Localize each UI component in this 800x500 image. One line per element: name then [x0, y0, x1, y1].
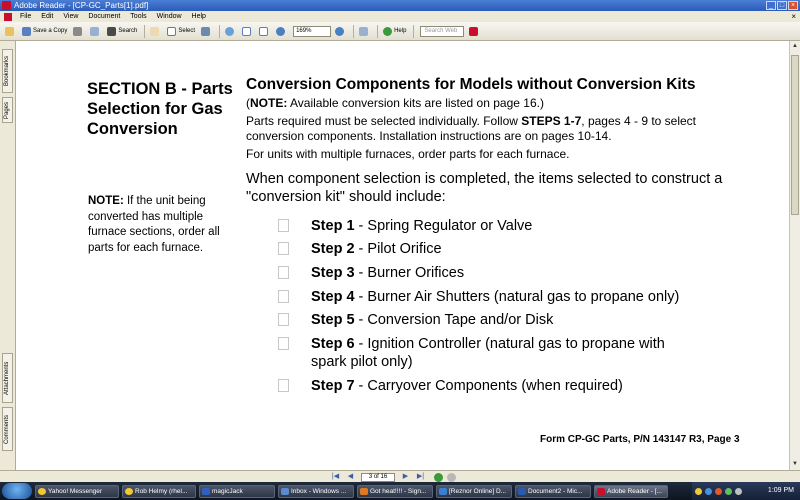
toolbar-separator: [219, 25, 220, 38]
step-label: Step 3: [311, 265, 355, 281]
menu-tools[interactable]: Tools: [130, 13, 147, 20]
instructions-paragraph: [246, 114, 746, 143]
help-icon: [383, 27, 392, 36]
step-text: - Spring Regulator or Valve: [354, 218, 533, 234]
step-label: Step 1: [311, 218, 355, 234]
zoom-out-icon: [276, 27, 285, 36]
tab-bookmarks[interactable]: Bookmarks: [2, 49, 13, 93]
step-text: - Conversion Tape and/or Disk: [354, 312, 554, 328]
side-note: [88, 194, 228, 256]
yahoo-icon: [469, 27, 478, 36]
taskbar-item-label: Yahoo! Messenger: [48, 487, 103, 495]
word-icon: [518, 488, 526, 495]
navigation-panel: [0, 41, 16, 470]
folder-icon: [5, 27, 14, 36]
windows-taskbar: [0, 482, 800, 500]
step-checkbox[interactable]: [278, 266, 289, 279]
email-button[interactable]: [88, 24, 103, 39]
fit-page-button[interactable]: [240, 24, 255, 39]
start-button[interactable]: [2, 483, 32, 499]
step-label: Step 4: [311, 289, 355, 305]
update-tray-icon[interactable]: [725, 488, 732, 495]
fit-page-icon: [242, 27, 251, 36]
system-tray: [692, 482, 800, 500]
previous-page-icon[interactable]: ◀: [347, 473, 354, 480]
taskbar-item-document2[interactable]: [515, 485, 591, 498]
rotate-button[interactable]: [357, 24, 372, 39]
step-text: - Pilot Orifice: [354, 241, 442, 257]
taskbar-item-label: Rob Helmy (rhel...: [135, 487, 188, 495]
toolbar-separator: [377, 25, 378, 38]
taskbar-item-reznor-online[interactable]: [436, 485, 512, 498]
save-copy-label: Save a Copy: [33, 28, 68, 34]
menu-window[interactable]: Window: [156, 13, 182, 20]
scrollbar-thumb[interactable]: [791, 55, 799, 215]
toolbar-separator: [353, 25, 354, 38]
phone-icon: [202, 488, 210, 495]
clock[interactable]: 1:09 PM: [767, 487, 794, 494]
tab-comments[interactable]: Comments: [2, 407, 13, 451]
browser-icon: [439, 488, 447, 495]
document-icon[interactable]: [4, 13, 12, 21]
side-note-label: NOTE:: [88, 195, 124, 207]
security-tray-icon[interactable]: [715, 488, 722, 495]
menu-view[interactable]: View: [63, 13, 79, 20]
search-button[interactable]: [105, 24, 139, 39]
step-text: - Burner Air Shutters (natural gas to propane only): [354, 289, 680, 305]
zoom-tool-button[interactable]: [223, 24, 238, 39]
step-checkbox[interactable]: [278, 337, 289, 350]
save-copy-button[interactable]: [20, 24, 69, 39]
smiley-icon: [38, 488, 46, 495]
step-checkbox[interactable]: [278, 313, 289, 326]
step-label: Step 6: [311, 336, 355, 352]
toolbar-separator: [413, 25, 414, 38]
menu-document[interactable]: Document: [88, 13, 121, 20]
step-checkbox[interactable]: [278, 242, 289, 255]
kits-note-text: Available conversion kits are listed on page 16.): [287, 96, 544, 110]
instructions-text-b: , pages 4 - 9 to select conversion components. Installation instructions are on pages 10-14.: [246, 114, 697, 143]
taskbar-item-label: magicJack: [212, 487, 243, 495]
step-text: - Burner Orifices: [354, 265, 465, 281]
rotate-icon: [359, 27, 368, 36]
tab-attachments[interactable]: Attachments: [2, 353, 13, 403]
go-forward-icon[interactable]: [447, 473, 456, 482]
side-note-text: If the unit being converted has multiple furnace sections, order all parts for each furnace.: [88, 195, 220, 254]
step-checkbox[interactable]: [278, 290, 289, 303]
maximize-button[interactable]: □: [777, 1, 787, 10]
step-label: Step 2: [311, 241, 355, 257]
instructions-text-a: Parts required must be selected individually. Follow: [246, 114, 522, 128]
step-label: Step 7: [311, 378, 355, 394]
kits-note-label: NOTE:: [250, 96, 288, 110]
hand-tool-button[interactable]: [148, 24, 163, 39]
email-icon: [90, 27, 99, 36]
tab-pages[interactable]: Pages: [2, 97, 13, 123]
text-cursor-icon: [167, 27, 176, 36]
page-heading: Conversion Components for Models without Conversion Kits: [246, 76, 696, 93]
window-controls: [766, 1, 798, 10]
scroll-down-arrow-icon[interactable]: ▼: [792, 461, 798, 467]
instructions-steps-ref: STEPS 1-7: [521, 114, 582, 128]
vertical-scrollbar[interactable]: [789, 41, 800, 470]
multiple-furnaces-paragraph: For units with multiple furnaces, order parts for each furnace.: [246, 147, 570, 161]
kits-note-open: (: [246, 96, 250, 110]
help-label: Help: [394, 28, 407, 34]
minimize-button[interactable]: _: [766, 1, 776, 10]
toolbar: [0, 22, 800, 41]
search-label: Search: [118, 28, 138, 34]
yahoo-button[interactable]: [467, 24, 482, 39]
browser-icon: [360, 488, 368, 495]
go-back-icon[interactable]: [434, 473, 443, 482]
binoculars-icon: [107, 27, 116, 36]
next-page-icon[interactable]: ▶: [402, 473, 409, 480]
step-checkbox[interactable]: [278, 219, 289, 232]
intro-paragraph: When component selection is completed, the items selected to construct a "conversion kit" should include:: [246, 171, 723, 205]
hand-icon: [150, 27, 159, 36]
volume-tray-icon[interactable]: [735, 488, 742, 495]
fit-width-icon: [259, 27, 268, 36]
taskbar-item-adobe-reader[interactable]: [594, 485, 668, 498]
page-footer: Form CP-GC Parts, P/N 143147 R3, Page 3: [540, 434, 740, 445]
menu-bar: [0, 11, 800, 22]
title-bar: [0, 0, 800, 11]
step-checkbox[interactable]: [278, 379, 289, 392]
taskbar-item-label: Inbox - Windows ...: [291, 487, 347, 495]
adobe-app-icon: [2, 1, 11, 10]
camera-icon: [201, 27, 210, 36]
print-button[interactable]: [71, 24, 86, 39]
document-page[interactable]: [16, 41, 789, 470]
select-tool-button[interactable]: [165, 24, 197, 39]
close-button[interactable]: ×: [788, 1, 798, 10]
step-text: - Ignition Controller (natural gas to propane with spark pilot only): [311, 336, 665, 370]
taskbar-item-got-heat[interactable]: [357, 485, 433, 498]
taskbar-item-magicjack[interactable]: [199, 485, 275, 498]
page-number-input[interactable]: 3 of 16: [361, 473, 395, 482]
taskbar-item-label: Document2 - Mic...: [528, 487, 583, 495]
section-title: SECTION B - Parts Selection for Gas Conversion: [87, 80, 233, 138]
last-page-icon[interactable]: ▶|: [416, 473, 425, 480]
menu-file[interactable]: File: [20, 13, 32, 20]
first-page-icon[interactable]: |◀: [331, 473, 340, 480]
zoom-in-icon: [335, 27, 344, 36]
messenger-icon: [125, 488, 133, 495]
taskbar-item-rob-helmy[interactable]: [122, 485, 196, 498]
zoom-level-input[interactable]: 169%: [293, 26, 331, 37]
window-title: Adobe Reader - [CP-GC_Parts[1].pdf]: [14, 1, 149, 10]
messenger-tray-icon[interactable]: [695, 488, 702, 495]
zoom-in-button[interactable]: [333, 24, 348, 39]
document-close-icon[interactable]: ×: [791, 12, 796, 21]
menu-help[interactable]: Help: [191, 13, 206, 20]
mail-icon: [281, 488, 289, 495]
taskbar-item-yahoo-messenger[interactable]: [35, 485, 119, 498]
open-button[interactable]: [3, 24, 18, 39]
scroll-up-arrow-icon[interactable]: ▲: [792, 43, 798, 49]
step-label: Step 5: [311, 312, 355, 328]
snapshot-button[interactable]: [199, 24, 214, 39]
help-button[interactable]: [381, 24, 408, 39]
printer-icon: [73, 27, 82, 36]
menu-edit[interactable]: Edit: [41, 13, 54, 20]
select-label: Select: [178, 28, 196, 34]
magnifier-icon: [225, 27, 234, 36]
fit-width-button[interactable]: [257, 24, 272, 39]
taskbar-item-label: Adobe Reader - [...: [607, 487, 662, 495]
status-bar: [0, 470, 800, 482]
adobe-icon: [597, 488, 605, 495]
step-text: - Carryover Components (when required): [354, 378, 623, 394]
taskbar-item-inbox[interactable]: [278, 485, 354, 498]
taskbar-item-label: Got heat!!!! - Sign...: [370, 487, 427, 495]
search-web-input[interactable]: Search Web: [420, 26, 464, 37]
taskbar-item-label: [Reznor Online] D...: [449, 487, 507, 495]
kits-note: [246, 96, 746, 111]
network-tray-icon[interactable]: [705, 488, 712, 495]
save-icon: [22, 27, 31, 36]
toolbar-separator: [144, 25, 145, 38]
zoom-out-button[interactable]: [274, 24, 289, 39]
